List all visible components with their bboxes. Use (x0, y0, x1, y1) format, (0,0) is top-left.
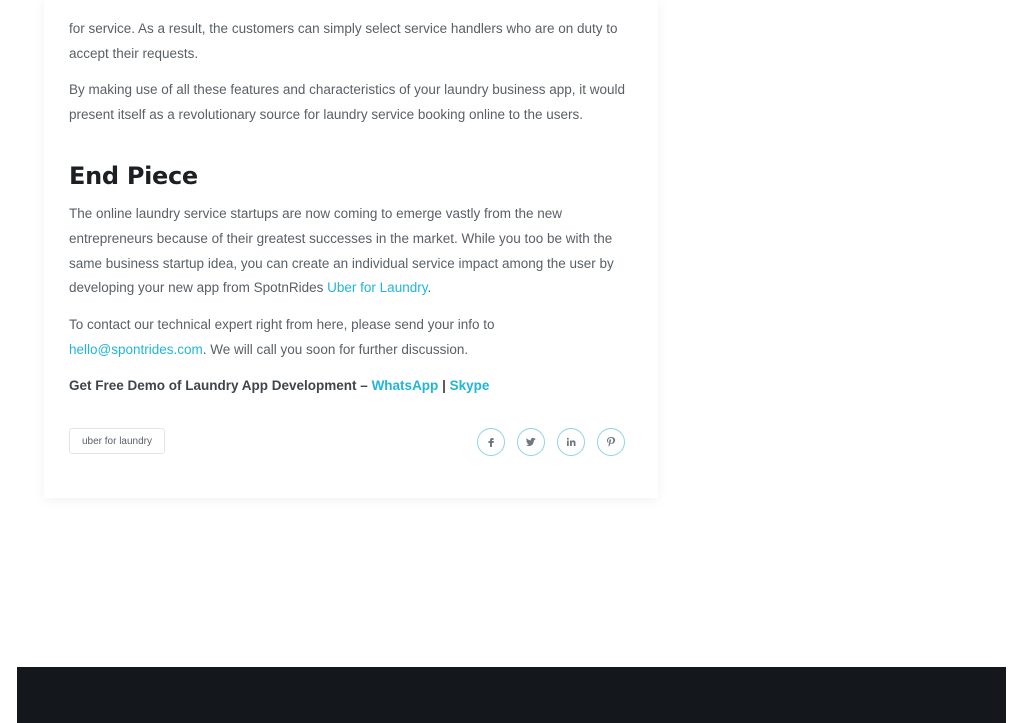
linkedin-icon (565, 436, 577, 448)
uber-for-laundry-link[interactable]: Uber for Laundry (327, 280, 428, 296)
email-link[interactable]: hello@spontrides.com (69, 341, 203, 357)
paragraph-text: By making use of all these features and characteristics of your laundry business app, it would present itself as a revolutionary source for laundry service booking online to the users. (69, 82, 626, 122)
section-heading: End Piece (69, 162, 198, 190)
paragraph-text: . We will call you soon for further discussion. (202, 341, 469, 357)
tag-uber-for-laundry[interactable]: uber for laundry (69, 428, 165, 454)
paragraph-text: To contact our technical expert right from here, please send your info to (69, 317, 495, 332)
twitter-icon (525, 436, 537, 448)
share-twitter-button[interactable] (517, 428, 545, 456)
skype-link[interactable]: Skype (449, 378, 490, 393)
share-linkedin-button[interactable] (557, 428, 585, 456)
demo-line (69, 374, 629, 399)
article-paragraph (69, 313, 629, 363)
paragraph-text: . (427, 280, 432, 296)
article-paragraph (69, 202, 629, 301)
paragraph-text: for service. As a result, the customers can simply select service handlers who are on duty to accept their requests. (69, 21, 618, 61)
facebook-icon (485, 436, 497, 448)
share-pinterest-button[interactable] (597, 428, 625, 456)
share-facebook-button[interactable] (477, 428, 505, 456)
whatsapp-link[interactable]: WhatsApp (371, 378, 439, 393)
paragraph-text: The online laundry service startups are now coming to emerge vastly from the new entrepreneurs because of their greatest successes in the market. While you too be with the same business startup idea, you can create an individual service impact among the user by developing your new app from SpotnRides (69, 206, 614, 296)
separator: | (438, 378, 450, 393)
pinterest-icon (605, 436, 617, 448)
article-paragraph (69, 17, 629, 67)
article-paragraph (69, 78, 629, 128)
site-footer (17, 667, 1006, 723)
demo-text: Get Free Demo of Laundry App Development – (69, 378, 372, 393)
